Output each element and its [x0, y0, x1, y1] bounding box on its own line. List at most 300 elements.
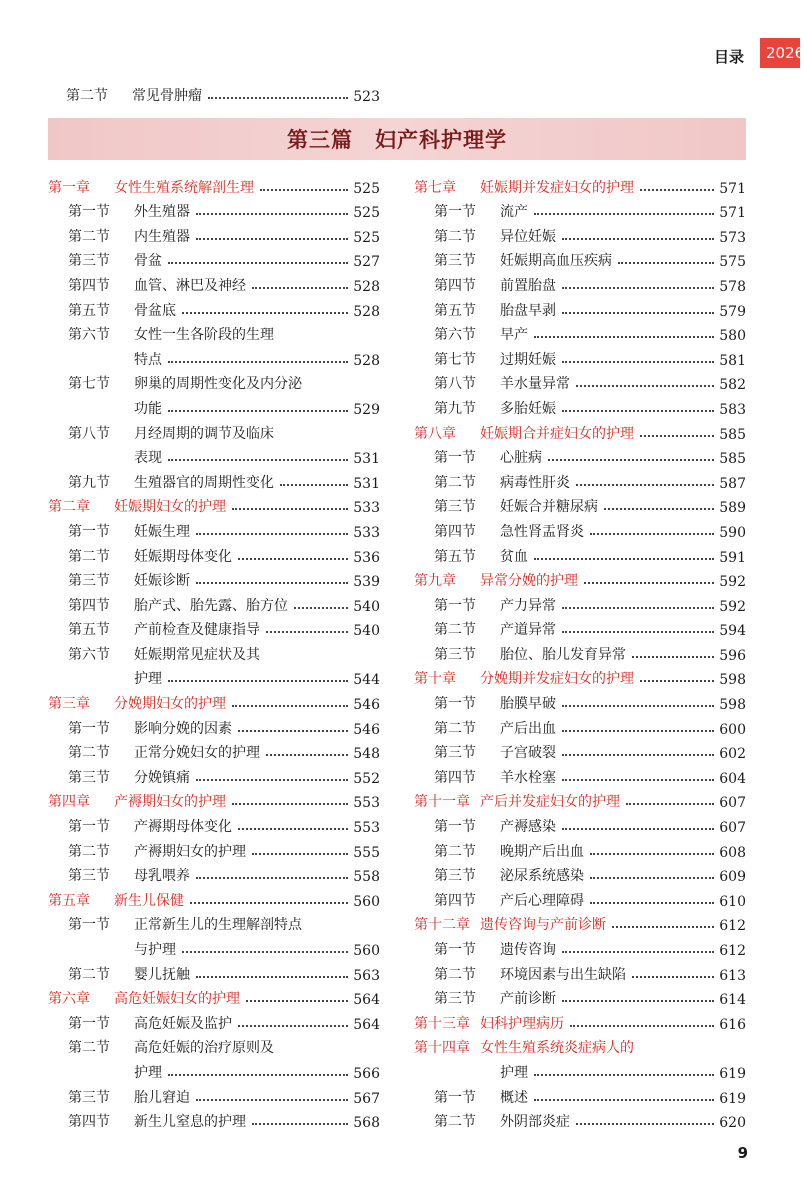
toc-section-entry[interactable] — [414, 885, 746, 910]
entry-page: 568 — [353, 1115, 380, 1132]
entry-page: 531 — [353, 475, 380, 492]
leader-dots — [208, 97, 348, 99]
toc-chapter-entry[interactable] — [414, 664, 746, 689]
leader-dots — [562, 828, 714, 830]
entry-title: 母乳喂养 — [134, 868, 190, 885]
entry-page: 546 — [353, 721, 380, 738]
leader-dots — [562, 951, 714, 953]
entry-title: 羊水栓塞 — [500, 769, 556, 786]
entry-page: 587 — [719, 475, 746, 492]
entry-number: 第二节 — [434, 966, 476, 983]
toc-section-entry[interactable] — [48, 1033, 380, 1058]
entry-page: 585 — [719, 426, 746, 443]
entry-page: 592 — [719, 574, 746, 591]
header-label: 目录 — [713, 48, 744, 66]
entry-title: 正常新生儿的生理解剖特点 — [134, 917, 302, 934]
entry-number: 第五章 — [48, 892, 90, 909]
leader-dots — [246, 1000, 348, 1002]
entry-number: 第九节 — [68, 474, 110, 491]
entry-title: 卵巢的周期性变化及内分泌 — [134, 376, 302, 393]
toc-section-entry[interactable] — [48, 1107, 380, 1132]
leader-dots — [168, 410, 348, 412]
entry-page: 592 — [719, 598, 746, 615]
entry-title: 妊娠期常见症状及其 — [134, 646, 260, 663]
entry-number: 第一节 — [434, 942, 476, 958]
toc-section-entry[interactable] — [48, 1057, 380, 1082]
toc-chapter-entry[interactable] — [414, 910, 746, 935]
entry-page: 560 — [353, 893, 380, 910]
toc-section-entry[interactable] — [414, 393, 746, 418]
leader-dots — [534, 558, 714, 560]
leader-dots — [252, 1123, 348, 1125]
entry-number: 第八章 — [414, 425, 456, 442]
entry-number: 第一节 — [434, 1089, 476, 1106]
toc-section-entry[interactable] — [48, 197, 380, 222]
toc-chapter-entry[interactable] — [414, 787, 746, 812]
entry-title: 特点 — [134, 351, 162, 368]
entry-title: 妊娠期高血压疾病 — [500, 253, 612, 270]
toc-section-entry[interactable] — [414, 492, 746, 517]
leader-dots — [196, 976, 348, 978]
toc-section-entry[interactable] — [48, 811, 380, 836]
leader-dots — [190, 902, 348, 904]
entry-number: 第二节 — [434, 622, 476, 639]
entry-page: 553 — [353, 820, 380, 837]
entry-page: 598 — [719, 697, 746, 714]
leader-dots — [238, 558, 348, 560]
toc-section-entry[interactable] — [414, 1107, 746, 1132]
entry-title: 胎儿窘迫 — [134, 1089, 190, 1106]
entry-title: 产后心理障碍 — [500, 892, 584, 909]
entry-number: 第四节 — [434, 769, 476, 786]
leader-dots — [626, 803, 714, 805]
leader-dots — [238, 1025, 348, 1027]
toc-section-entry[interactable] — [48, 221, 380, 246]
entry-number: 第二节 — [68, 966, 110, 983]
leader-dots — [562, 631, 714, 633]
toc-chapter-entry[interactable] — [48, 172, 380, 197]
toc-section-entry[interactable] — [48, 836, 380, 861]
toc-section-entry[interactable] — [48, 270, 380, 295]
entry-page: 607 — [719, 795, 746, 812]
entry-page: 560 — [353, 943, 380, 959]
toc-section-entry[interactable] — [414, 246, 746, 271]
entry-page: 566 — [353, 1065, 380, 1082]
entry-title: 贫血 — [500, 548, 528, 565]
leader-dots — [576, 484, 714, 486]
toc-section-entry[interactable] — [48, 959, 380, 984]
entry-number: 第一节 — [68, 523, 110, 540]
leader-dots — [604, 508, 714, 510]
toc-chapter-entry[interactable] — [48, 984, 380, 1009]
leader-dots — [576, 1123, 714, 1125]
entry-page: 613 — [719, 967, 746, 984]
entry-number: 第二节 — [68, 745, 110, 762]
leader-dots — [238, 828, 348, 830]
toc-section-entry[interactable] — [48, 934, 380, 959]
toc-section-entry[interactable] — [414, 590, 746, 615]
toc-section-entry[interactable] — [414, 762, 746, 787]
entry-number: 第二节 — [434, 228, 476, 245]
toc-section-entry[interactable] — [414, 738, 746, 763]
toc-section-entry[interactable] — [48, 910, 380, 935]
toc-section-entry[interactable] — [414, 836, 746, 861]
entry-number: 第四节 — [68, 1114, 110, 1131]
entry-number: 第六节 — [434, 327, 476, 344]
entry-number: 第一节 — [434, 450, 476, 467]
toc-section-entry[interactable] — [414, 984, 746, 1009]
toc-section-entry[interactable] — [414, 320, 746, 345]
leader-dots — [590, 853, 714, 855]
toc-section-entry[interactable] — [414, 959, 746, 984]
toc-section-entry[interactable] — [414, 688, 746, 713]
leader-dots — [168, 459, 348, 461]
entry-number: 第三节 — [434, 253, 476, 270]
leader-dots — [562, 238, 714, 240]
leader-dots — [266, 631, 348, 633]
toc-section-entry[interactable] — [414, 541, 746, 566]
entry-title: 高危妊娠的治疗原则及 — [134, 1040, 274, 1057]
leader-dots — [280, 484, 348, 486]
toc-section-entry[interactable] — [414, 270, 746, 295]
leader-dots — [632, 656, 714, 658]
toc-section-entry[interactable] — [414, 221, 746, 246]
leader-dots — [590, 877, 714, 879]
entry-title: 功能 — [134, 400, 162, 417]
entry-page: 616 — [719, 1016, 746, 1033]
leader-dots — [294, 607, 348, 609]
entry-title: 女性生殖系统炎症病人的 — [480, 1040, 634, 1057]
entry-title: 妊娠期妇女的护理 — [114, 499, 226, 516]
toc-section-entry[interactable] — [414, 369, 746, 394]
toc-section-entry[interactable] — [48, 369, 380, 394]
entry-title: 新生儿保健 — [114, 892, 184, 909]
entry-page: 589 — [719, 500, 746, 517]
toc-chapter-entry[interactable] — [414, 1033, 746, 1058]
entry-page: 539 — [353, 574, 380, 591]
toc-section-entry[interactable] — [48, 418, 380, 443]
entry-title: 产褥期妇女的护理 — [134, 843, 246, 860]
entry-number: 第四节 — [434, 892, 476, 909]
leader-dots — [252, 287, 348, 289]
entry-title: 骨盆 — [134, 253, 162, 270]
entry-number: 第一节 — [68, 720, 110, 737]
entry-number: 第一节 — [434, 819, 476, 836]
entry-title: 表现 — [134, 450, 162, 467]
entry-page: 591 — [719, 549, 746, 566]
toc-section-entry[interactable] — [414, 344, 746, 369]
entry-page: 553 — [353, 795, 380, 812]
leader-dots — [168, 1074, 348, 1076]
toc-chapter-entry[interactable] — [414, 418, 746, 443]
entry-title: 护理 — [500, 1064, 528, 1081]
toc-section-entry[interactable] — [48, 393, 380, 418]
toc-section-entry[interactable] — [48, 443, 380, 468]
leader-dots — [562, 287, 714, 289]
leader-dots — [238, 730, 348, 732]
leader-dots — [590, 902, 714, 904]
toc-section-entry[interactable] — [48, 516, 380, 541]
leader-dots — [562, 1000, 714, 1002]
leader-dots — [182, 951, 348, 953]
entry-number: 第二节 — [434, 1114, 476, 1131]
toc-section-entry[interactable] — [48, 344, 380, 369]
entry-number: 第十一章 — [414, 794, 470, 811]
entry-page: 590 — [719, 524, 746, 541]
leader-dots — [562, 730, 714, 732]
leader-dots — [562, 410, 714, 412]
entry-title: 急性肾盂肾炎 — [500, 523, 584, 540]
entry-page: 525 — [353, 229, 380, 246]
entry-number: 第一节 — [68, 917, 110, 934]
leader-dots — [196, 238, 348, 240]
entry-page: 604 — [719, 770, 746, 787]
toc-section-entry[interactable] — [48, 467, 380, 492]
toc-section-entry[interactable] — [48, 246, 380, 271]
toc-chapter-entry[interactable] — [48, 787, 380, 812]
entry-title: 环境因素与出生缺陷 — [500, 966, 626, 983]
entry-page: 607 — [719, 820, 746, 837]
entry-title: 胎膜早破 — [500, 696, 556, 713]
entry-page: 600 — [719, 721, 746, 738]
entry-number: 第一节 — [68, 204, 110, 221]
entry-title: 遗传咨询 — [500, 942, 556, 958]
toc-section-entry[interactable] — [414, 615, 746, 640]
leader-dots — [562, 361, 714, 363]
leader-dots — [562, 607, 714, 609]
toc-section-entry[interactable] — [48, 639, 380, 664]
entry-title: 产道异常 — [500, 622, 556, 639]
part-title: 第三篇 妇产科护理学 — [287, 127, 507, 152]
toc-section-entry[interactable] — [414, 861, 746, 886]
toc-section-entry[interactable] — [414, 516, 746, 541]
entry-number: 第二节 — [66, 87, 108, 104]
entry-number: 第四节 — [68, 597, 110, 614]
entry-number: 第十二章 — [414, 917, 470, 934]
leader-dots — [534, 1099, 714, 1101]
toc-section-entry[interactable] — [48, 541, 380, 566]
toc-section-entry[interactable] — [414, 1057, 746, 1082]
toc-chapter-entry[interactable] — [414, 566, 746, 591]
entry-page: 609 — [719, 869, 746, 886]
year-tab: 2026 — [760, 38, 800, 68]
toc-section-entry[interactable] — [48, 738, 380, 763]
entry-title: 内生殖器 — [134, 228, 190, 245]
entry-page: 614 — [719, 992, 746, 1009]
entry-title: 女性一生各阶段的生理 — [134, 327, 274, 344]
entry-title: 产前诊断 — [500, 991, 556, 1008]
entry-title: 影响分娩的因素 — [134, 720, 232, 737]
leader-dots — [562, 705, 714, 707]
entry-number: 第七节 — [68, 376, 110, 393]
entry-number: 第一节 — [68, 1015, 110, 1032]
entry-title: 常见骨肿瘤 — [132, 87, 202, 104]
entry-title: 心脏病 — [500, 450, 542, 467]
toc-section-entry[interactable] — [414, 197, 746, 222]
toc-section-entry[interactable] — [48, 295, 380, 320]
leader-dots — [640, 680, 714, 682]
entry-number: 第一节 — [68, 819, 110, 836]
entry-title: 产后并发症妇女的护理 — [480, 794, 620, 811]
toc-section-entry[interactable] — [48, 615, 380, 640]
entry-title: 概述 — [500, 1089, 528, 1106]
entry-number: 第三节 — [434, 499, 476, 516]
entry-title: 产力异常 — [500, 597, 556, 614]
entry-title: 骨盆底 — [134, 302, 176, 319]
leader-dots — [196, 877, 348, 879]
entry-page: 571 — [719, 180, 746, 197]
pre-entry[interactable] — [66, 80, 380, 105]
entry-title: 羊水量异常 — [500, 376, 570, 393]
entry-number: 第一节 — [434, 597, 476, 614]
entry-page: 578 — [719, 278, 746, 295]
toc-section-entry[interactable] — [48, 320, 380, 345]
toc-chapter-entry[interactable] — [48, 688, 380, 713]
entry-page: 585 — [719, 451, 746, 468]
entry-page: 612 — [719, 943, 746, 959]
entry-page: 564 — [353, 1016, 380, 1033]
entry-title: 月经周期的调节及临床 — [134, 425, 274, 442]
entry-page: 596 — [719, 647, 746, 664]
entry-number: 第十四章 — [414, 1040, 470, 1057]
entry-title: 子宫破裂 — [500, 745, 556, 762]
leader-dots — [570, 1025, 714, 1027]
entry-number: 第七节 — [434, 351, 476, 368]
leader-dots — [590, 533, 714, 535]
entry-number: 第四章 — [48, 794, 90, 811]
toc-chapter-entry[interactable] — [414, 172, 746, 197]
entry-page: 619 — [719, 1065, 746, 1082]
entry-title: 胎位、胎儿发育异常 — [500, 646, 626, 663]
toc-section-entry[interactable] — [48, 590, 380, 615]
entry-number: 第八节 — [434, 376, 476, 393]
entry-number: 第三节 — [68, 253, 110, 270]
entry-page: 546 — [353, 697, 380, 714]
toc-section-entry[interactable] — [414, 1082, 746, 1107]
entry-page: 564 — [353, 992, 380, 1009]
toc-right-column — [414, 172, 746, 1131]
leader-dots — [182, 312, 348, 314]
entry-title: 异位妊娠 — [500, 228, 556, 245]
toc-section-entry[interactable] — [414, 934, 746, 959]
toc-section-entry[interactable] — [414, 467, 746, 492]
entry-number: 第二节 — [68, 548, 110, 565]
entry-page: 525 — [353, 180, 380, 197]
leader-dots — [640, 189, 714, 191]
leader-dots — [618, 262, 714, 264]
entry-number: 第五节 — [68, 302, 110, 319]
entry-title: 分娩期妇女的护理 — [114, 696, 226, 713]
entry-page: 567 — [353, 1090, 380, 1107]
toc-chapter-entry[interactable] — [414, 1008, 746, 1033]
toc-section-entry[interactable] — [48, 1008, 380, 1033]
toc-section-entry[interactable] — [48, 566, 380, 591]
entry-page: 619 — [719, 1090, 746, 1107]
toc-section-entry[interactable] — [48, 664, 380, 689]
entry-title: 妊娠合并糖尿病 — [500, 499, 598, 516]
leader-dots — [266, 754, 348, 756]
toc-section-entry[interactable] — [414, 713, 746, 738]
entry-number: 第三节 — [68, 573, 110, 590]
entry-page: 548 — [353, 746, 380, 763]
entry-title: 妇科护理病历 — [480, 1015, 564, 1032]
leader-dots — [534, 1074, 714, 1076]
leader-dots — [196, 1099, 348, 1101]
entry-title: 泌尿系统感染 — [500, 868, 584, 885]
entry-title: 过期妊娠 — [500, 351, 556, 368]
leader-dots — [632, 976, 714, 978]
entry-number: 第九章 — [414, 573, 456, 590]
toc-section-entry[interactable] — [48, 713, 380, 738]
leader-dots — [196, 779, 348, 781]
leader-dots — [562, 312, 714, 314]
entry-title: 产前检查及健康指导 — [134, 622, 260, 639]
leader-dots — [584, 582, 714, 584]
entry-page: 575 — [719, 254, 746, 271]
toc-chapter-entry[interactable] — [48, 492, 380, 517]
entry-page: 579 — [719, 303, 746, 320]
entry-number: 第四节 — [68, 277, 110, 294]
leader-dots — [534, 213, 714, 215]
toc-section-entry[interactable] — [414, 295, 746, 320]
entry-page: 531 — [353, 451, 380, 468]
entry-title: 早产 — [500, 327, 528, 344]
toc-section-entry[interactable] — [414, 443, 746, 468]
toc-section-entry[interactable] — [414, 811, 746, 836]
leader-dots — [576, 385, 714, 387]
entry-title: 高危妊娠妇女的护理 — [114, 991, 240, 1008]
entry-page: 525 — [353, 205, 380, 222]
leader-dots — [548, 459, 714, 461]
entry-number: 第四节 — [434, 523, 476, 540]
toc-section-entry[interactable] — [48, 861, 380, 886]
part-banner — [48, 118, 746, 160]
entry-page: 581 — [719, 352, 746, 369]
page-number: 9 — [737, 1144, 748, 1162]
entry-number: 第二节 — [434, 843, 476, 860]
leader-dots — [562, 779, 714, 781]
entry-page: 608 — [719, 844, 746, 861]
toc-section-entry[interactable] — [48, 1082, 380, 1107]
toc-chapter-entry[interactable] — [48, 885, 380, 910]
entry-title: 分娩期并发症妇女的护理 — [480, 671, 634, 688]
entry-title: 胎产式、胎先露、胎方位 — [134, 597, 288, 614]
entry-page: 563 — [353, 967, 380, 984]
entry-title: 外生殖器 — [134, 204, 190, 221]
entry-title: 病毒性肝炎 — [500, 474, 570, 491]
entry-page: 533 — [353, 524, 380, 541]
entry-number: 第二节 — [68, 1040, 110, 1057]
entry-number: 第三节 — [68, 868, 110, 885]
entry-title: 护理 — [134, 671, 162, 688]
entry-title: 多胎妊娠 — [500, 400, 556, 417]
entry-title: 正常分娩妇女的护理 — [134, 745, 260, 762]
entry-number: 第一章 — [48, 179, 90, 196]
entry-title: 新生儿窒息的护理 — [134, 1114, 246, 1131]
leader-dots — [168, 262, 348, 264]
toc-section-entry[interactable] — [48, 762, 380, 787]
entry-number: 第十三章 — [414, 1015, 470, 1032]
entry-page: 533 — [353, 500, 380, 517]
entry-number: 第六节 — [68, 327, 110, 344]
entry-page: 620 — [719, 1115, 746, 1132]
toc-section-entry[interactable] — [414, 639, 746, 664]
entry-title: 女性生殖系统解剖生理 — [114, 179, 254, 196]
entry-title: 外阴部炎症 — [500, 1114, 570, 1131]
entry-title: 生殖器官的周期性变化 — [134, 474, 274, 491]
entry-title: 婴儿抚触 — [134, 966, 190, 983]
entry-number: 第三节 — [434, 646, 476, 663]
